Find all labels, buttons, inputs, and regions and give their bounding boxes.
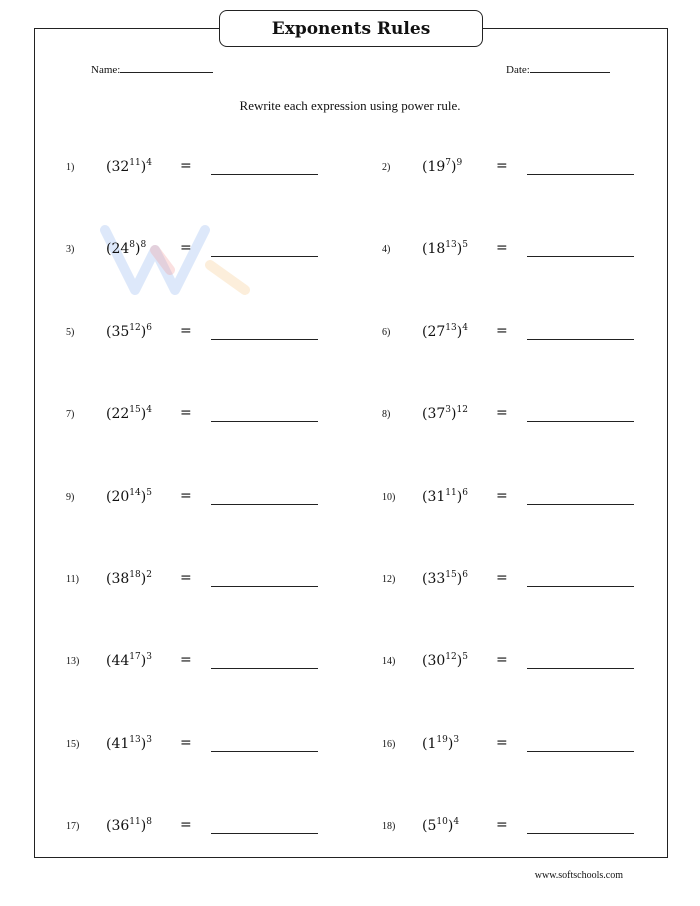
outer-exponent: 8 [140,240,147,251]
expression-base: 1 [427,735,437,752]
problem-item [382,735,642,759]
expression-base: 30 [427,653,446,670]
inner-exponent: 12 [129,322,141,333]
equals-sign: = [496,240,508,257]
problem-expression: $(38^{18})^2$ [106,570,152,587]
expression-base: 44 [111,653,130,670]
problem-number: 9) [66,491,75,503]
expression-base: 31 [427,488,446,505]
problem-expression: $(22^{15})^4$ [106,405,152,423]
answer-blank [527,174,634,175]
problem-item [66,405,326,429]
expression-base: 22 [111,406,130,423]
inner-exponent: 12 [445,652,457,663]
footer-website: www.softschools.com [534,870,623,881]
problem-expression: $(36^{11})^8$ [106,817,152,835]
answer-blank [211,833,318,834]
outer-exponent: 3 [146,652,152,663]
problem-item [382,240,642,264]
equals-sign: = [496,487,508,504]
outer-exponent: 12 [456,405,468,416]
outer-exponent: 4 [146,405,152,416]
answer-blank [527,421,634,422]
inner-exponent: 18 [129,570,141,580]
problem-number: 7) [66,409,75,421]
problem-item [66,570,326,594]
problem-expression: $(5^{10})^4$ [422,817,460,835]
equals-sign: = [180,487,192,504]
problem-expression: $(30^{12})^5$ [422,652,468,670]
inner-exponent: 15 [129,405,141,416]
answer-blank [211,174,318,175]
equals-sign: = [496,734,508,751]
name-blank-line [120,62,213,73]
expression-base: 18 [427,241,446,258]
problem-item [66,817,326,841]
equals-sign: = [180,405,192,422]
answer-blank [527,668,634,669]
problem-number: 17) [66,821,80,833]
equals-sign: = [180,158,192,174]
title-text: Exponents Rules [271,18,431,39]
answer-blank [211,668,318,669]
problem-number: 14) [382,656,396,668]
problem-number: 5) [66,326,75,338]
problem-number: 11) [66,574,79,585]
inner-exponent: 8 [129,240,136,251]
equals-sign: = [496,652,508,669]
date-field [506,62,610,76]
expression-base: 19 [427,159,446,175]
problem-item [382,817,642,841]
problem-number: 13) [66,656,80,668]
problem-expression: $(27^{13})^4$ [422,322,468,340]
expression-base: 38 [111,571,130,587]
equals-sign: = [180,734,192,751]
problem-number: 1) [66,162,75,173]
answer-blank [211,421,318,422]
answer-blank [211,339,318,340]
problem-expression: $(44^{17})^3$ [106,652,152,670]
outer-exponent: 4 [462,322,468,333]
problem-number: 2) [382,162,391,173]
problem-item [66,652,326,676]
expression-base: 5 [427,818,437,835]
problem-expression: $(20^{14})^5$ [106,487,152,505]
equals-sign: = [180,652,192,669]
outer-exponent: 9 [456,158,463,168]
answer-blank [211,586,318,587]
problem-item [382,158,642,182]
problem-item [382,405,642,429]
problem-item [66,735,326,759]
expression-base: 27 [427,323,446,340]
worksheet-border [34,28,668,858]
problem-item [382,323,642,347]
expression-base: 24 [111,241,130,258]
problem-expression: $(32^{11})^4$ [106,158,152,175]
answer-blank [527,339,634,340]
problem-number: 6) [382,326,391,338]
equals-sign: = [180,240,192,257]
equals-sign: = [496,158,508,174]
equals-sign: = [180,817,192,834]
equals-sign: = [496,570,508,586]
problem-number: 3) [66,244,75,256]
answer-blank [211,751,318,752]
answer-blank [527,751,634,752]
name-label: Name: [91,64,121,76]
outer-exponent: 5 [462,652,468,663]
expression-base: 41 [111,735,130,752]
problem-expression: $(19^7)^9$ [422,158,463,175]
problem-expression: $(1^{19})^3$ [422,734,460,752]
problem-item [66,240,326,264]
inner-exponent: 7 [445,158,452,168]
expression-base: 36 [111,818,130,835]
problem-expression: $(41^{13})^3$ [106,734,152,752]
problem-number: 4) [382,244,391,256]
answer-blank [211,504,318,505]
outer-exponent: 4 [453,817,460,828]
inner-exponent: 10 [436,817,448,828]
equals-sign: = [496,322,508,339]
outer-exponent: 3 [146,734,152,745]
answer-blank [527,504,634,505]
outer-exponent: 2 [146,570,152,580]
problem-expression: $(31^{11})^6$ [422,487,468,505]
problem-item [66,488,326,512]
inner-exponent: 15 [445,570,457,580]
equals-sign: = [496,405,508,422]
expression-base: 20 [111,488,130,505]
problem-number: 8) [382,409,391,421]
expression-base: 32 [111,159,130,175]
problem-number: 18) [382,821,396,833]
problem-item [66,323,326,347]
problem-number: 16) [382,738,396,750]
outer-exponent: 3 [453,734,460,745]
inner-exponent: 13 [445,240,457,251]
expression-base: 33 [427,571,446,587]
outer-exponent: 6 [146,322,152,333]
problem-number: 12) [382,574,396,585]
answer-blank [211,256,318,257]
expression-base: 37 [427,406,446,423]
answer-blank [527,586,634,587]
problem-number: 15) [66,738,80,750]
outer-exponent: 5 [146,487,152,498]
problem-expression: $(35^{12})^6$ [106,322,152,340]
inner-exponent: 13 [129,734,141,745]
inner-exponent: 19 [436,734,448,745]
inner-exponent: 11 [445,487,457,498]
outer-exponent: 6 [462,570,468,580]
inner-exponent: 17 [129,652,141,663]
inner-exponent: 13 [445,322,457,333]
instructions: Rewrite each expression using power rule. [239,98,461,113]
problem-expression: $(24^8)^8$ [106,240,147,258]
problem-item [382,570,642,594]
outer-exponent: 6 [462,487,468,498]
outer-exponent: 4 [146,158,152,168]
inner-exponent: 11 [129,817,141,828]
problem-item [382,652,642,676]
problem-item [66,158,326,182]
date-label: Date: [506,64,530,76]
answer-blank [527,256,634,257]
problem-expression: $(18^{13})^5$ [422,240,468,258]
problem-item [382,488,642,512]
equals-sign: = [180,322,192,339]
name-field [91,62,213,76]
inner-exponent: 14 [129,487,141,498]
expression-base: 35 [111,323,130,340]
problem-number: 10) [382,491,396,503]
problem-expression: $(37^3)^{12}$ [422,405,468,423]
equals-sign: = [180,570,192,586]
inner-exponent: 11 [129,158,141,168]
outer-exponent: 8 [146,817,152,828]
equals-sign: = [496,817,508,834]
inner-exponent: 3 [445,405,452,416]
problem-expression: $(33^{15})^6$ [422,570,468,587]
answer-blank [527,833,634,834]
date-blank-line [530,62,610,73]
worksheet-title [219,10,483,47]
outer-exponent: 5 [462,240,468,251]
